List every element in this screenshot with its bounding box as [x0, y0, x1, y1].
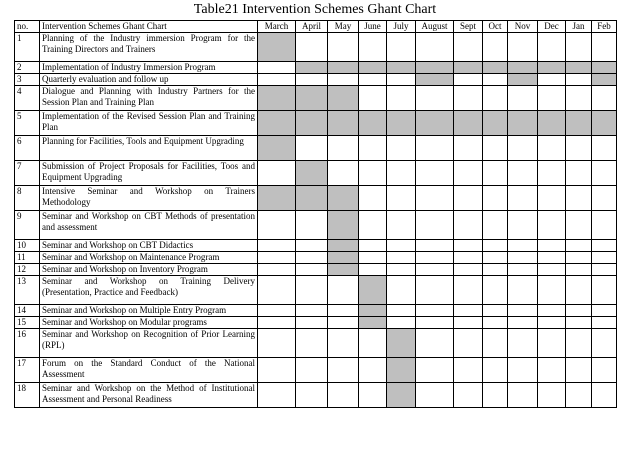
activity-cell: Seminar and Workshop on the Method of Institutional Assessment and Personal Readiness	[40, 383, 258, 408]
activity-cell: Submission of Project Proposals for Facilities, Toos and Equipment Upgrading	[40, 161, 258, 186]
month-cell	[328, 383, 359, 408]
scheduled-month-cell	[387, 62, 416, 74]
scheduled-month-cell	[328, 252, 359, 264]
month-cell	[566, 264, 592, 276]
month-cell	[592, 252, 617, 264]
scheduled-month-cell	[328, 211, 359, 240]
scheduled-month-cell	[416, 74, 454, 86]
row-number: 3	[15, 74, 40, 86]
header-month: Jan	[566, 21, 592, 33]
month-cell	[508, 305, 538, 317]
month-cell	[387, 264, 416, 276]
month-cell	[328, 161, 359, 186]
month-cell	[258, 240, 296, 252]
table-row	[15, 33, 617, 62]
scheduled-month-cell	[359, 317, 387, 329]
scheduled-month-cell	[566, 62, 592, 74]
row-number: 5	[15, 111, 40, 136]
gantt-body	[15, 33, 617, 408]
month-cell	[566, 252, 592, 264]
scheduled-month-cell	[328, 86, 359, 111]
month-cell	[483, 383, 508, 408]
activity-cell: Seminar and Workshop on Maintenance Program	[40, 252, 258, 264]
table-row	[15, 161, 617, 186]
month-cell	[296, 252, 328, 264]
scheduled-month-cell	[416, 62, 454, 74]
month-cell	[566, 305, 592, 317]
row-number: 7	[15, 161, 40, 186]
scheduled-month-cell	[508, 62, 538, 74]
table-row	[15, 383, 617, 408]
month-cell	[387, 240, 416, 252]
activity-cell: Planning for Facilities, Tools and Equipment Upgrading	[40, 136, 258, 161]
month-cell	[508, 317, 538, 329]
month-cell	[387, 276, 416, 305]
activity-cell: Seminar and Workshop on Recognition of Prior Learning (RPL)	[40, 329, 258, 358]
month-cell	[592, 383, 617, 408]
month-cell	[328, 74, 359, 86]
month-cell	[328, 329, 359, 358]
row-number: 1	[15, 33, 40, 62]
month-cell	[258, 383, 296, 408]
month-cell	[483, 211, 508, 240]
scheduled-month-cell	[296, 62, 328, 74]
month-cell	[538, 383, 566, 408]
month-cell	[296, 305, 328, 317]
month-cell	[296, 136, 328, 161]
scheduled-month-cell	[328, 240, 359, 252]
scheduled-month-cell	[296, 186, 328, 211]
table-row	[15, 74, 617, 86]
row-number: 18	[15, 383, 40, 408]
month-cell	[508, 33, 538, 62]
month-cell	[328, 276, 359, 305]
month-cell	[538, 136, 566, 161]
scheduled-month-cell	[592, 111, 617, 136]
scheduled-month-cell	[328, 111, 359, 136]
month-cell	[387, 186, 416, 211]
table-row	[15, 186, 617, 211]
month-cell	[508, 161, 538, 186]
row-number: 11	[15, 252, 40, 264]
activity-cell: Dialogue and Planning with Industry Partners for the Session Plan and Training Plan	[40, 86, 258, 111]
month-cell	[258, 62, 296, 74]
month-cell	[416, 33, 454, 62]
scheduled-month-cell	[328, 62, 359, 74]
row-number: 9	[15, 211, 40, 240]
month-cell	[258, 276, 296, 305]
month-cell	[296, 211, 328, 240]
scheduled-month-cell	[328, 264, 359, 276]
header-month: Oct	[483, 21, 508, 33]
month-cell	[483, 252, 508, 264]
month-cell	[483, 33, 508, 62]
activity-cell: Quarterly evaluation and follow up	[40, 74, 258, 86]
month-cell	[359, 211, 387, 240]
scheduled-month-cell	[508, 111, 538, 136]
header-month: Dec	[538, 21, 566, 33]
month-cell	[508, 276, 538, 305]
month-cell	[483, 74, 508, 86]
scheduled-month-cell	[387, 329, 416, 358]
month-cell	[416, 86, 454, 111]
month-cell	[454, 240, 483, 252]
scheduled-month-cell	[296, 111, 328, 136]
month-cell	[508, 211, 538, 240]
month-cell	[566, 358, 592, 383]
month-cell	[508, 186, 538, 211]
month-cell	[416, 136, 454, 161]
month-cell	[454, 317, 483, 329]
month-cell	[387, 305, 416, 317]
month-cell	[296, 317, 328, 329]
month-cell	[454, 252, 483, 264]
month-cell	[454, 305, 483, 317]
header-month: Nov	[508, 21, 538, 33]
scheduled-month-cell	[359, 305, 387, 317]
month-cell	[258, 329, 296, 358]
scheduled-month-cell	[258, 136, 296, 161]
month-cell	[592, 86, 617, 111]
month-cell	[538, 276, 566, 305]
scheduled-month-cell	[328, 186, 359, 211]
month-cell	[296, 264, 328, 276]
table-row	[15, 305, 617, 317]
activity-cell: Seminar and Workshop on Modular programs	[40, 317, 258, 329]
header-month: July	[387, 21, 416, 33]
month-cell	[359, 136, 387, 161]
month-cell	[359, 252, 387, 264]
month-cell	[592, 317, 617, 329]
month-cell	[592, 276, 617, 305]
month-cell	[483, 136, 508, 161]
month-cell	[359, 186, 387, 211]
scheduled-month-cell	[258, 86, 296, 111]
month-cell	[359, 264, 387, 276]
activity-cell: Seminar and Workshop on Inventory Program	[40, 264, 258, 276]
scheduled-month-cell	[508, 74, 538, 86]
scheduled-month-cell	[258, 111, 296, 136]
month-cell	[592, 240, 617, 252]
month-cell	[566, 240, 592, 252]
month-cell	[296, 276, 328, 305]
month-cell	[359, 240, 387, 252]
month-cell	[592, 358, 617, 383]
month-cell	[592, 211, 617, 240]
month-cell	[566, 211, 592, 240]
month-cell	[387, 211, 416, 240]
activity-cell: Planning of the Industry immersion Program for the Training Directors and Trainers	[40, 33, 258, 62]
month-cell	[508, 264, 538, 276]
month-cell	[566, 33, 592, 62]
month-cell	[359, 383, 387, 408]
month-cell	[454, 264, 483, 276]
gantt-table	[14, 20, 617, 408]
month-cell	[416, 276, 454, 305]
month-cell	[592, 33, 617, 62]
header-month: May	[328, 21, 359, 33]
table-row	[15, 317, 617, 329]
scheduled-month-cell	[359, 111, 387, 136]
month-cell	[592, 329, 617, 358]
month-cell	[566, 161, 592, 186]
month-cell	[538, 252, 566, 264]
activity-cell: Seminar and Workshop on CBT Didactics	[40, 240, 258, 252]
month-cell	[566, 383, 592, 408]
scheduled-month-cell	[483, 62, 508, 74]
month-cell	[387, 74, 416, 86]
month-cell	[538, 161, 566, 186]
table-row	[15, 211, 617, 240]
month-cell	[538, 264, 566, 276]
scheduled-month-cell	[258, 186, 296, 211]
month-cell	[454, 136, 483, 161]
month-cell	[483, 317, 508, 329]
month-cell	[508, 136, 538, 161]
table-row	[15, 62, 617, 74]
scheduled-month-cell	[483, 111, 508, 136]
scheduled-month-cell	[592, 74, 617, 86]
month-cell	[538, 358, 566, 383]
month-cell	[258, 74, 296, 86]
month-cell	[454, 211, 483, 240]
month-cell	[258, 358, 296, 383]
table-row	[15, 252, 617, 264]
month-cell	[387, 33, 416, 62]
header-activity: Intervention Schemes Ghant Chart	[40, 21, 258, 33]
activity-cell: Implementation of Industry Immersion Program	[40, 62, 258, 74]
month-cell	[566, 329, 592, 358]
month-cell	[258, 211, 296, 240]
month-cell	[454, 33, 483, 62]
month-cell	[483, 276, 508, 305]
month-cell	[328, 33, 359, 62]
activity-cell: Seminar and Workshop on Training Delivery (Presentation, Practice and Feedback)	[40, 276, 258, 305]
row-number: 4	[15, 86, 40, 111]
month-cell	[328, 136, 359, 161]
month-cell	[416, 383, 454, 408]
header-month: Feb	[592, 21, 617, 33]
month-cell	[359, 33, 387, 62]
month-cell	[296, 240, 328, 252]
scheduled-month-cell	[387, 111, 416, 136]
month-cell	[483, 329, 508, 358]
month-cell	[328, 358, 359, 383]
month-cell	[592, 136, 617, 161]
scheduled-month-cell	[454, 62, 483, 74]
header-no: no.	[15, 21, 40, 33]
month-cell	[359, 358, 387, 383]
month-cell	[592, 161, 617, 186]
month-cell	[483, 161, 508, 186]
month-cell	[566, 74, 592, 86]
activity-cell: Implementation of the Revised Session Plan and Training Plan	[40, 111, 258, 136]
scheduled-month-cell	[296, 161, 328, 186]
scheduled-month-cell	[387, 383, 416, 408]
row-number: 8	[15, 186, 40, 211]
month-cell	[538, 317, 566, 329]
month-cell	[359, 74, 387, 86]
month-cell	[483, 86, 508, 111]
scheduled-month-cell	[454, 111, 483, 136]
month-cell	[538, 33, 566, 62]
scheduled-month-cell	[538, 111, 566, 136]
table-row	[15, 329, 617, 358]
month-cell	[454, 186, 483, 211]
month-cell	[359, 161, 387, 186]
row-number: 12	[15, 264, 40, 276]
month-cell	[296, 358, 328, 383]
month-cell	[416, 329, 454, 358]
month-cell	[258, 252, 296, 264]
month-cell	[483, 186, 508, 211]
table-row	[15, 136, 617, 161]
month-cell	[592, 186, 617, 211]
month-cell	[416, 317, 454, 329]
month-cell	[258, 305, 296, 317]
activity-cell: Intensive Seminar and Workshop on Trainers Methodology	[40, 186, 258, 211]
month-cell	[416, 252, 454, 264]
month-cell	[454, 276, 483, 305]
scheduled-month-cell	[359, 62, 387, 74]
month-cell	[508, 86, 538, 111]
header-month: March	[258, 21, 296, 33]
month-cell	[387, 86, 416, 111]
month-cell	[454, 86, 483, 111]
month-cell	[592, 264, 617, 276]
month-cell	[508, 383, 538, 408]
month-cell	[508, 240, 538, 252]
scheduled-month-cell	[566, 111, 592, 136]
month-cell	[387, 252, 416, 264]
month-cell	[387, 136, 416, 161]
month-cell	[538, 211, 566, 240]
table-row	[15, 264, 617, 276]
table-row	[15, 240, 617, 252]
month-cell	[416, 186, 454, 211]
month-cell	[454, 329, 483, 358]
table-row	[15, 358, 617, 383]
month-cell	[566, 136, 592, 161]
row-number: 2	[15, 62, 40, 74]
scheduled-month-cell	[387, 358, 416, 383]
month-cell	[359, 86, 387, 111]
month-cell	[296, 329, 328, 358]
month-cell	[328, 317, 359, 329]
table-row	[15, 86, 617, 111]
scheduled-month-cell	[592, 62, 617, 74]
row-number: 15	[15, 317, 40, 329]
activity-cell: Seminar and Workshop on CBT Methods of presentation and assessment	[40, 211, 258, 240]
month-cell	[566, 276, 592, 305]
header-month: April	[296, 21, 328, 33]
month-cell	[538, 329, 566, 358]
month-cell	[538, 240, 566, 252]
header-month: August	[416, 21, 454, 33]
row-number: 16	[15, 329, 40, 358]
month-cell	[508, 358, 538, 383]
month-cell	[538, 74, 566, 86]
month-cell	[566, 186, 592, 211]
month-cell	[296, 33, 328, 62]
month-cell	[359, 329, 387, 358]
month-cell	[416, 264, 454, 276]
month-cell	[454, 74, 483, 86]
month-cell	[387, 161, 416, 186]
scheduled-month-cell	[538, 62, 566, 74]
month-cell	[483, 358, 508, 383]
month-cell	[416, 358, 454, 383]
month-cell	[592, 305, 617, 317]
month-cell	[296, 74, 328, 86]
month-cell	[566, 317, 592, 329]
month-cell	[258, 161, 296, 186]
header-month: June	[359, 21, 387, 33]
row-number: 17	[15, 358, 40, 383]
header-row	[15, 21, 617, 33]
month-cell	[416, 211, 454, 240]
month-cell	[483, 264, 508, 276]
month-cell	[566, 86, 592, 111]
table-row	[15, 276, 617, 305]
scheduled-month-cell	[296, 86, 328, 111]
month-cell	[454, 358, 483, 383]
activity-cell: Forum on the Standard Conduct of the National Assessment	[40, 358, 258, 383]
month-cell	[416, 305, 454, 317]
month-cell	[508, 329, 538, 358]
row-number: 14	[15, 305, 40, 317]
scheduled-month-cell	[359, 276, 387, 305]
month-cell	[483, 305, 508, 317]
month-cell	[538, 305, 566, 317]
month-cell	[416, 161, 454, 186]
month-cell	[538, 86, 566, 111]
table-row	[15, 111, 617, 136]
month-cell	[454, 383, 483, 408]
month-cell	[328, 305, 359, 317]
month-cell	[387, 317, 416, 329]
month-cell	[508, 252, 538, 264]
scheduled-month-cell	[258, 33, 296, 62]
activity-cell: Seminar and Workshop on Multiple Entry Program	[40, 305, 258, 317]
month-cell	[454, 161, 483, 186]
month-cell	[416, 240, 454, 252]
row-number: 10	[15, 240, 40, 252]
row-number: 13	[15, 276, 40, 305]
table-title: Table21 Intervention Schemes Ghant Chart	[193, 2, 437, 17]
row-number: 6	[15, 136, 40, 161]
scheduled-month-cell	[416, 111, 454, 136]
month-cell	[296, 383, 328, 408]
header-month: Sept	[454, 21, 483, 33]
month-cell	[258, 264, 296, 276]
month-cell	[258, 317, 296, 329]
month-cell	[538, 186, 566, 211]
month-cell	[483, 240, 508, 252]
